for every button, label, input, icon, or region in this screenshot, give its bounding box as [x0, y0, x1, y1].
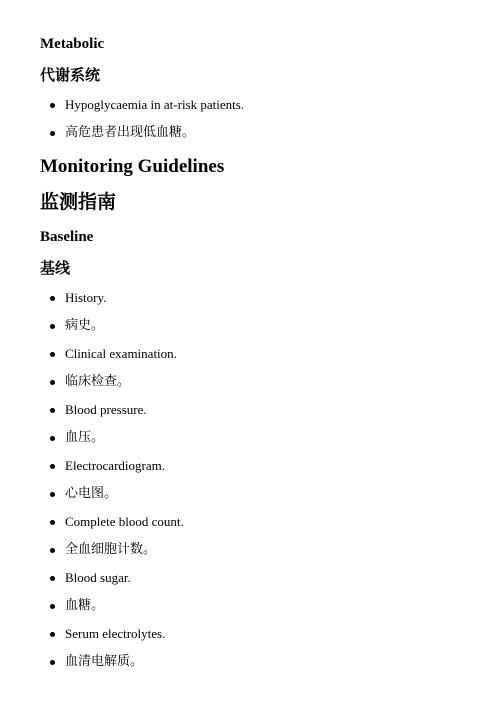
list-item: Hypoglycaemia in at-risk patients. — [65, 97, 245, 112]
bullet-icon — [50, 604, 55, 609]
list-item: 高危患者出现低血糖。 — [65, 125, 196, 140]
list-item: Blood sugar. — [65, 570, 131, 585]
list-item: Electrocardiogram. — [65, 458, 165, 473]
list-item: 血清电解质。 — [65, 654, 144, 669]
bullet-icon — [50, 660, 55, 665]
list-item: Serum electrolytes. — [65, 626, 166, 641]
bullet-icon — [50, 131, 55, 136]
bullet-icon — [50, 632, 55, 637]
list-item: History. — [65, 290, 107, 305]
bullet-icon — [50, 324, 55, 329]
bullet-icon — [50, 548, 55, 553]
bullet-icon — [50, 520, 55, 525]
baseline-heading-en: Baseline — [40, 229, 94, 245]
bullet-icon — [50, 492, 55, 497]
metabolic-heading-zh: 代谢系统 — [40, 66, 101, 84]
monitoring-heading-en: Monitoring Guidelines — [40, 156, 225, 177]
list-item: Clinical examination. — [65, 346, 177, 361]
list-item: 血压。 — [65, 430, 105, 445]
bullet-icon — [50, 408, 55, 413]
bullet-icon — [50, 352, 55, 357]
metabolic-heading-en: Metabolic — [40, 36, 105, 52]
bullet-icon — [50, 436, 55, 441]
list-item: Complete blood count. — [65, 514, 184, 529]
list-item: 全血细胞计数。 — [65, 542, 157, 557]
list-item: 心电图。 — [65, 486, 118, 501]
bullet-icon — [50, 296, 55, 301]
list-item: 临床检查。 — [65, 374, 131, 389]
list-item: 血糖。 — [65, 598, 105, 613]
list-item: 病史。 — [65, 318, 105, 333]
list-item: Blood pressure. — [65, 402, 147, 417]
bullet-icon — [50, 576, 55, 581]
bullet-icon — [50, 464, 55, 469]
bullet-icon — [50, 103, 55, 108]
monitoring-heading-zh: 监测指南 — [40, 191, 117, 213]
bullet-icon — [50, 380, 55, 385]
baseline-heading-zh: 基线 — [40, 259, 71, 277]
